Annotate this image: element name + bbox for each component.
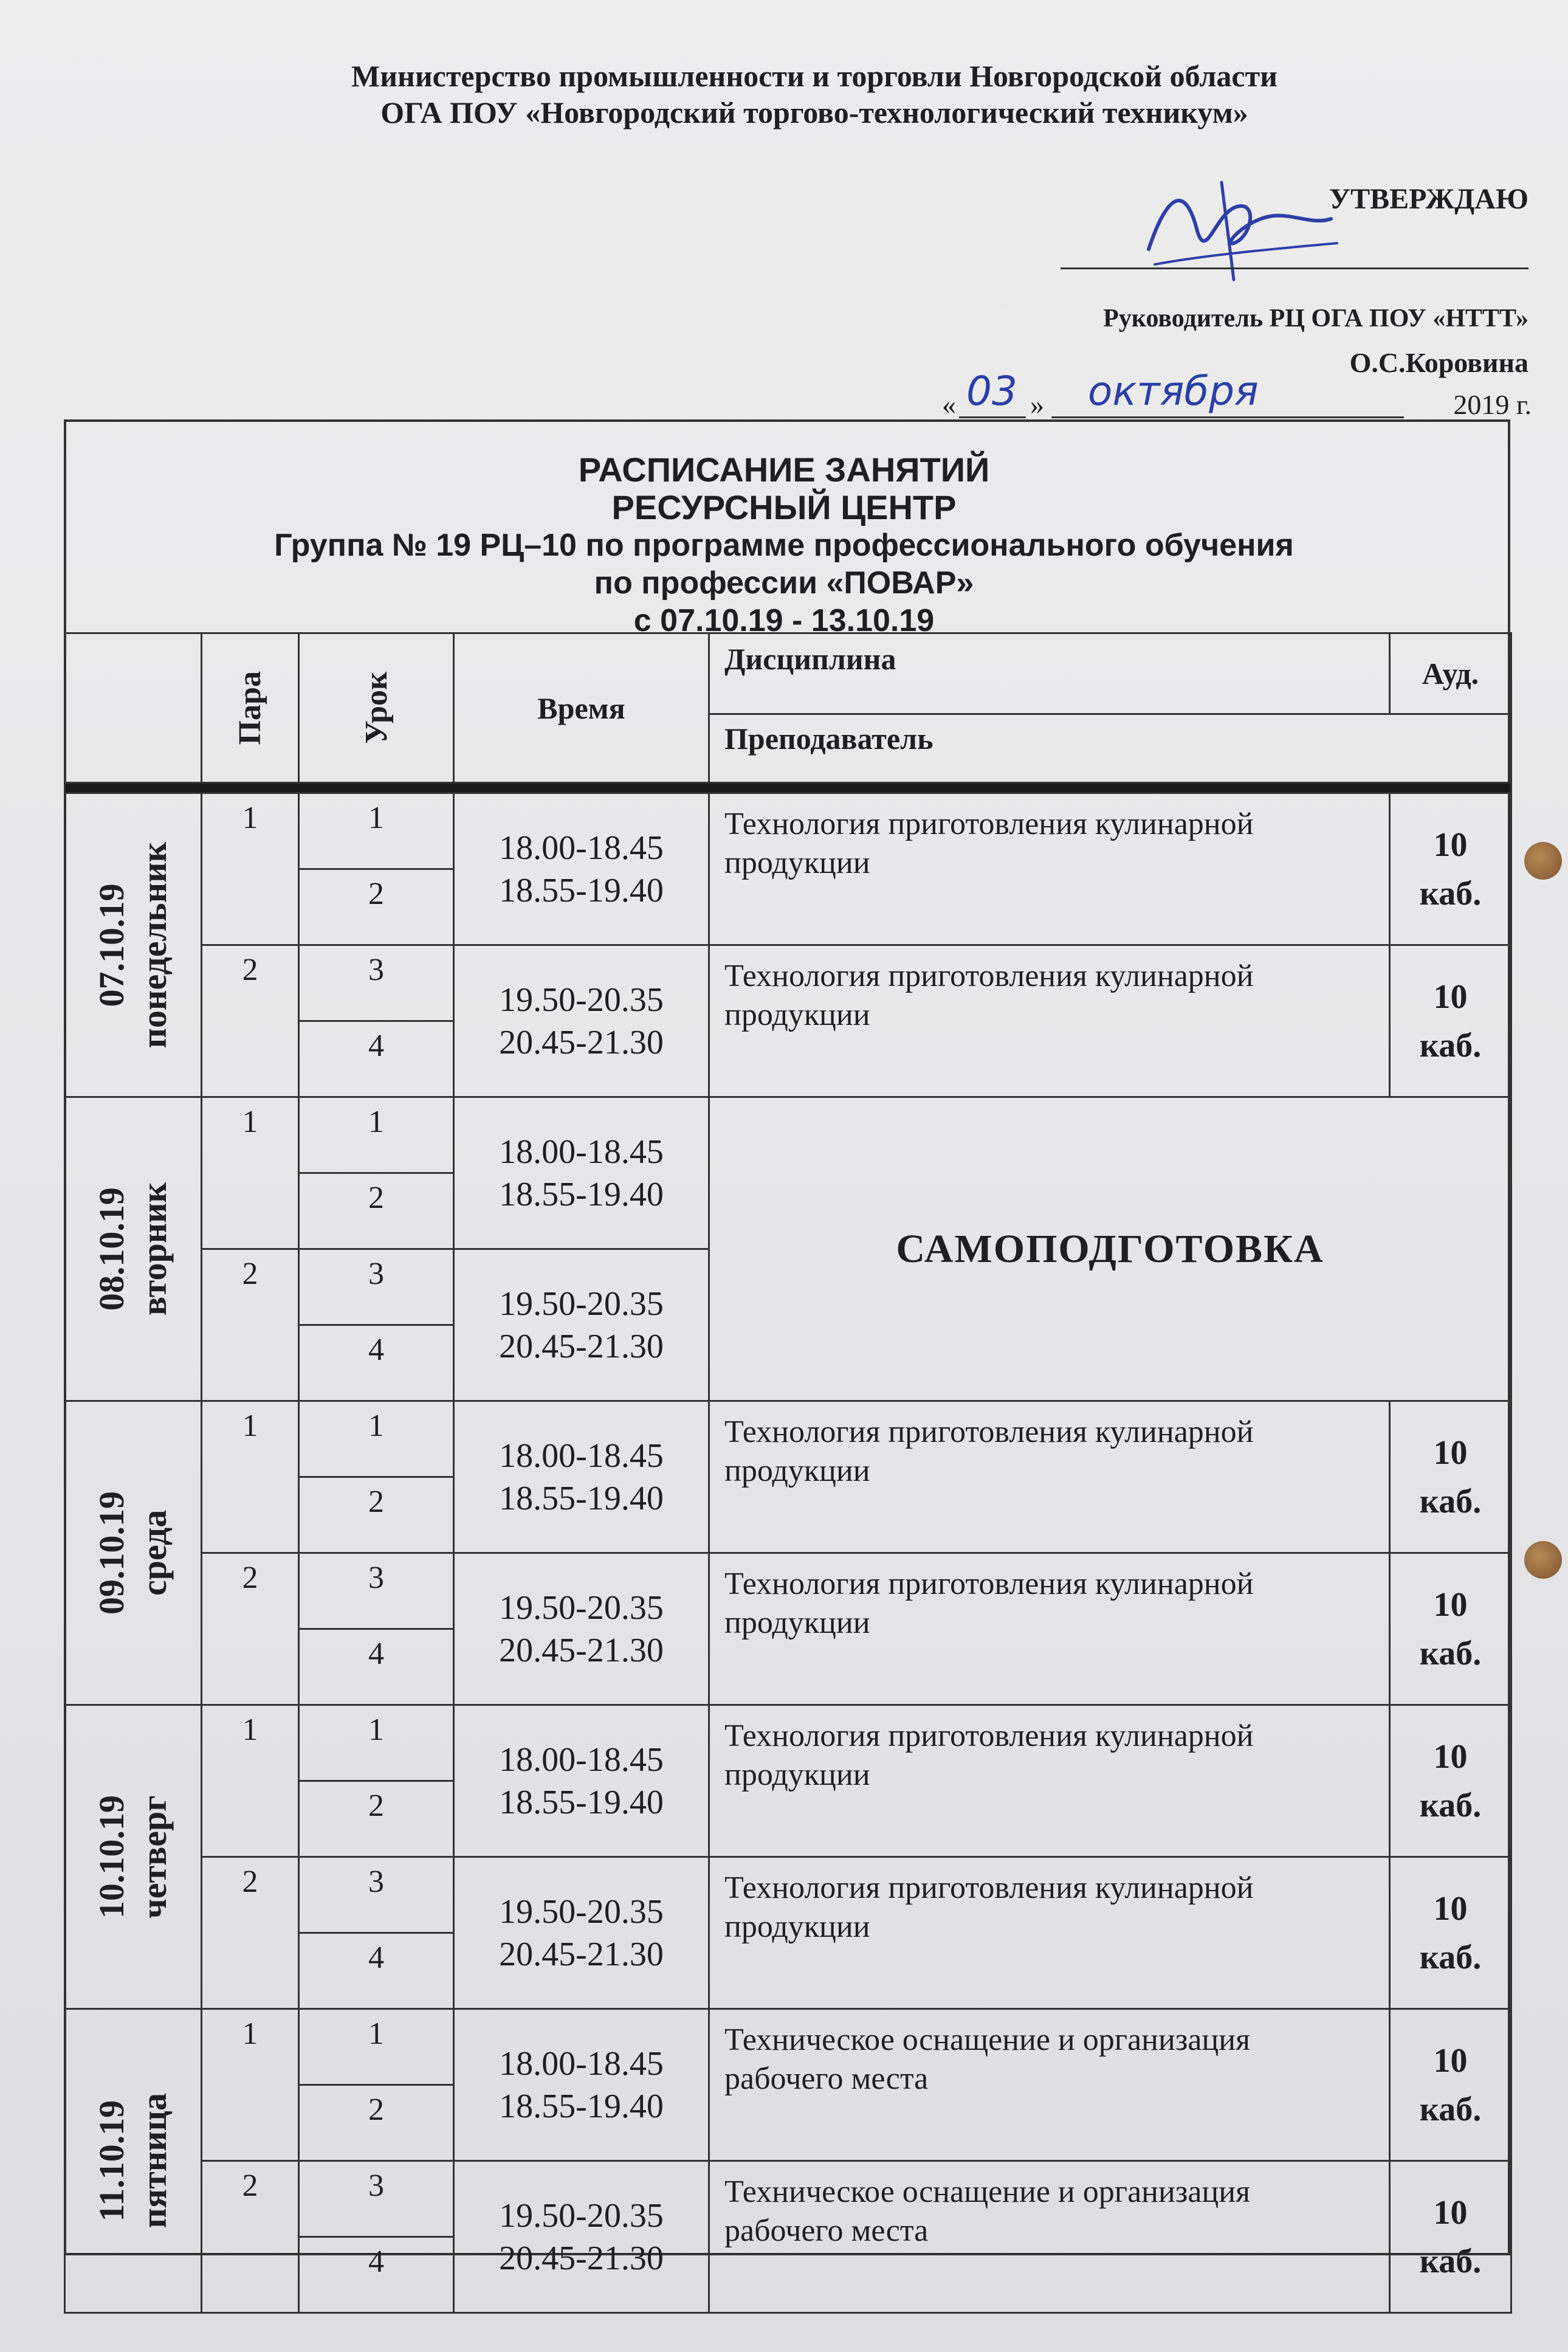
- room-cell: [1390, 1705, 1511, 1857]
- date-close-quote: »: [1030, 389, 1044, 420]
- room-cell: [1390, 945, 1511, 1097]
- header-divider: [65, 783, 1511, 793]
- lesson-number: 1: [299, 1097, 454, 1173]
- time-slot: 18.00-18.45: [499, 1740, 664, 1779]
- thick-rule: [65, 783, 1511, 793]
- day-label: [91, 1795, 176, 1919]
- lesson-number: 4: [299, 2237, 454, 2313]
- discipline-cell: Техническое оснащение и организация рабочего места: [709, 2161, 1390, 2313]
- header-blank: [65, 633, 202, 783]
- discipline-cell: Технология приготовления кулинарной продукции: [709, 1857, 1390, 2009]
- time-slot: 18.55-19.40: [499, 1783, 664, 1821]
- title-line-4: по профессии «ПОВАР»: [594, 565, 974, 601]
- lesson-number: 4: [299, 1021, 454, 1097]
- table-row: [65, 1857, 1511, 1933]
- lesson-number: 1: [299, 2009, 454, 2085]
- para-number: 2: [202, 2161, 299, 2313]
- discipline-cell: Технология приготовления кулинарной продукции: [709, 793, 1390, 945]
- para-number: 2: [202, 1553, 299, 1705]
- room-cell: [1390, 1553, 1511, 1705]
- discipline-cell: Технология приготовления кулинарной продукции: [709, 1401, 1390, 1553]
- day-date: 10.10.19: [92, 1795, 131, 1919]
- lesson-number: 3: [299, 1249, 454, 1325]
- col-header-room: Ауд.: [1390, 633, 1511, 714]
- room-cell: [1390, 2009, 1511, 2161]
- day-cell: [65, 793, 202, 1097]
- binder-hole: [1524, 842, 1562, 880]
- room-unit: каб.: [1419, 874, 1482, 912]
- binder-hole: [1524, 1541, 1562, 1579]
- para-number: 2: [202, 1249, 299, 1401]
- para-number: 1: [202, 1401, 299, 1553]
- room-number: 10: [1433, 2041, 1468, 2080]
- day-cell: [65, 2009, 202, 2313]
- col-urok-label: Урок: [359, 672, 394, 744]
- institution-header: [231, 58, 1398, 131]
- time-slot: 19.50-20.35: [499, 1588, 664, 1627]
- para-number: 1: [202, 793, 299, 945]
- room-unit: каб.: [1419, 2090, 1482, 2128]
- day-date: 07.10.19: [92, 883, 131, 1007]
- room-number: 10: [1433, 978, 1468, 1016]
- time-slot: 18.55-19.40: [499, 2087, 664, 2125]
- day-label: [91, 1491, 176, 1615]
- day-cell: [65, 1097, 202, 1401]
- lesson-number: 1: [299, 1401, 454, 1477]
- room-number: 10: [1433, 1889, 1468, 1928]
- title-line-1: РАСПИСАНИЕ ЗАНЯТИЙ: [578, 450, 990, 489]
- title-line-2: РЕСУРСНЫЙ ЦЕНТР: [611, 488, 957, 526]
- time-slot: 18.00-18.45: [499, 1436, 664, 1475]
- lesson-number: 4: [299, 1629, 454, 1705]
- time-slot: 19.50-20.35: [499, 981, 664, 1019]
- col-header-teacher: Преподаватель: [709, 714, 1511, 783]
- day-label: [91, 1182, 176, 1316]
- lesson-number: 3: [299, 1553, 454, 1629]
- signature-line: [1061, 267, 1528, 269]
- day-underline: [959, 416, 1026, 418]
- day-cell: [65, 1705, 202, 2009]
- approval-date: [942, 368, 1532, 426]
- col-para-label: Пара: [233, 671, 267, 745]
- table-row: [65, 945, 1511, 1021]
- room-number: 10: [1433, 2193, 1468, 2232]
- time-slot: 20.45-21.30: [499, 2239, 664, 2277]
- time-slot: 19.50-20.35: [499, 2196, 664, 2235]
- room-cell: [1390, 1857, 1511, 2009]
- col-header-discipline: Дисциплина: [709, 633, 1390, 714]
- day-date: 09.10.19: [92, 1491, 131, 1615]
- day-weekday: среда: [134, 1509, 174, 1596]
- time-slot: 18.00-18.45: [499, 829, 664, 867]
- month-underline: [1051, 416, 1404, 418]
- title-line-3: Группа № 19 РЦ–10 по программе профессионального обучения: [274, 528, 1294, 563]
- para-number: 1: [202, 2009, 299, 2161]
- time-slot: 19.50-20.35: [499, 1285, 664, 1323]
- day-weekday: четверг: [134, 1795, 174, 1919]
- time-cell: [454, 945, 709, 1097]
- lesson-number: 2: [299, 1173, 454, 1249]
- time-slot: 20.45-21.30: [499, 1631, 664, 1669]
- day-weekday: понедельник: [134, 841, 174, 1049]
- time-slot: 18.00-18.45: [499, 1133, 664, 1171]
- table-row: [65, 1097, 1511, 1173]
- room-unit: каб.: [1419, 2242, 1482, 2280]
- table-row: [65, 1705, 1511, 1781]
- col-header-para: [202, 633, 299, 783]
- lesson-number: 3: [299, 1857, 454, 1933]
- table-row: [65, 1553, 1511, 1629]
- approver-role: Руководитель РЦ ОГА ПОУ «НТТТ»: [1103, 305, 1528, 333]
- lesson-number: 1: [299, 1705, 454, 1781]
- time-cell: [454, 1705, 709, 1857]
- table-row: [65, 2009, 1511, 2085]
- time-slot: 19.50-20.35: [499, 1892, 664, 1931]
- approver-name: О.С.Коровина: [1349, 347, 1528, 378]
- title-line-5: с 07.10.19 - 13.10.19: [633, 603, 935, 638]
- time-slot: 18.00-18.45: [499, 2044, 664, 2083]
- table-row: [65, 793, 1511, 869]
- table-row: [65, 2161, 1511, 2237]
- time-cell: [454, 1401, 709, 1553]
- lesson-number: 2: [299, 869, 454, 945]
- handwritten-signature: [1130, 158, 1349, 292]
- lesson-number: 3: [299, 945, 454, 1021]
- time-slot: 20.45-21.30: [499, 1327, 664, 1365]
- lesson-number: 4: [299, 1933, 454, 2009]
- col-header-time: Время: [454, 633, 709, 783]
- date-year: 2019 г.: [1453, 389, 1532, 420]
- day-weekday: пятница: [134, 2093, 174, 2229]
- room-unit: каб.: [1419, 1026, 1482, 1064]
- day-label: [91, 2093, 176, 2229]
- room-cell: [1390, 1401, 1511, 1553]
- day-date: 11.10.19: [92, 2100, 131, 2222]
- room-number: 10: [1433, 1737, 1468, 1776]
- day-date: 08.10.19: [92, 1187, 131, 1311]
- room-unit: каб.: [1419, 1786, 1482, 1824]
- para-number: 1: [202, 1097, 299, 1249]
- ministry-name: Министерство промышленности и торговли Новгородской области: [351, 59, 1277, 93]
- room-unit: каб.: [1419, 1634, 1482, 1672]
- time-slot: 18.55-19.40: [499, 1479, 664, 1517]
- time-cell: [454, 2009, 709, 2161]
- discipline-cell: Техническое оснащение и организация рабочего места: [709, 2009, 1390, 2161]
- table-row: [65, 1401, 1511, 1477]
- para-number: 2: [202, 945, 299, 1097]
- discipline-cell: Технология приготовления кулинарной продукции: [709, 1553, 1390, 1705]
- schedule-table: [64, 632, 1512, 2314]
- time-slot: 18.55-19.40: [499, 1175, 664, 1213]
- time-cell: [454, 793, 709, 945]
- header-row: [65, 633, 1511, 714]
- discipline-cell: Технология приготовления кулинарной продукции: [709, 1705, 1390, 1857]
- room-cell: [1390, 2161, 1511, 2313]
- schedule-title: [182, 451, 1386, 640]
- col-header-urok: [299, 633, 454, 783]
- time-cell: [454, 1249, 709, 1401]
- lesson-number: 2: [299, 2085, 454, 2161]
- lesson-number: 1: [299, 793, 454, 869]
- college-name: ОГА ПОУ «Новгородский торгово-технологический техникум»: [380, 95, 1248, 129]
- day-cell: [65, 1401, 202, 1705]
- lesson-number: 4: [299, 1325, 454, 1401]
- time-cell: [454, 1097, 709, 1249]
- room-unit: каб.: [1419, 1938, 1482, 1976]
- day-label: [91, 842, 176, 1048]
- time-slot: 18.55-19.40: [499, 871, 664, 909]
- room-number: 10: [1433, 1433, 1468, 1472]
- room-number: 10: [1433, 826, 1468, 864]
- day-weekday: вторник: [134, 1182, 174, 1316]
- para-number: 1: [202, 1705, 299, 1857]
- para-number: 2: [202, 1857, 299, 2009]
- approve-label: УТВЕРЖДАЮ: [1329, 183, 1528, 215]
- lesson-number: 3: [299, 2161, 454, 2237]
- time-slot: 20.45-21.30: [499, 1935, 664, 1973]
- room-number: 10: [1433, 1585, 1468, 1624]
- time-slot: 20.45-21.30: [499, 1023, 664, 1061]
- room-cell: [1390, 793, 1511, 945]
- lesson-number: 2: [299, 1477, 454, 1553]
- date-day-handwritten: 03: [966, 368, 1017, 415]
- date-month-handwritten: октября: [1088, 368, 1259, 415]
- lesson-number: 2: [299, 1781, 454, 1857]
- self-study-cell: САМОПОДГОТОВКА: [709, 1097, 1511, 1401]
- time-cell: [454, 1857, 709, 2009]
- discipline-cell: Технология приготовления кулинарной продукции: [709, 945, 1390, 1097]
- date-open-quote: «: [942, 389, 956, 420]
- time-cell: [454, 2161, 709, 2313]
- time-cell: [454, 1553, 709, 1705]
- room-unit: каб.: [1419, 1482, 1482, 1520]
